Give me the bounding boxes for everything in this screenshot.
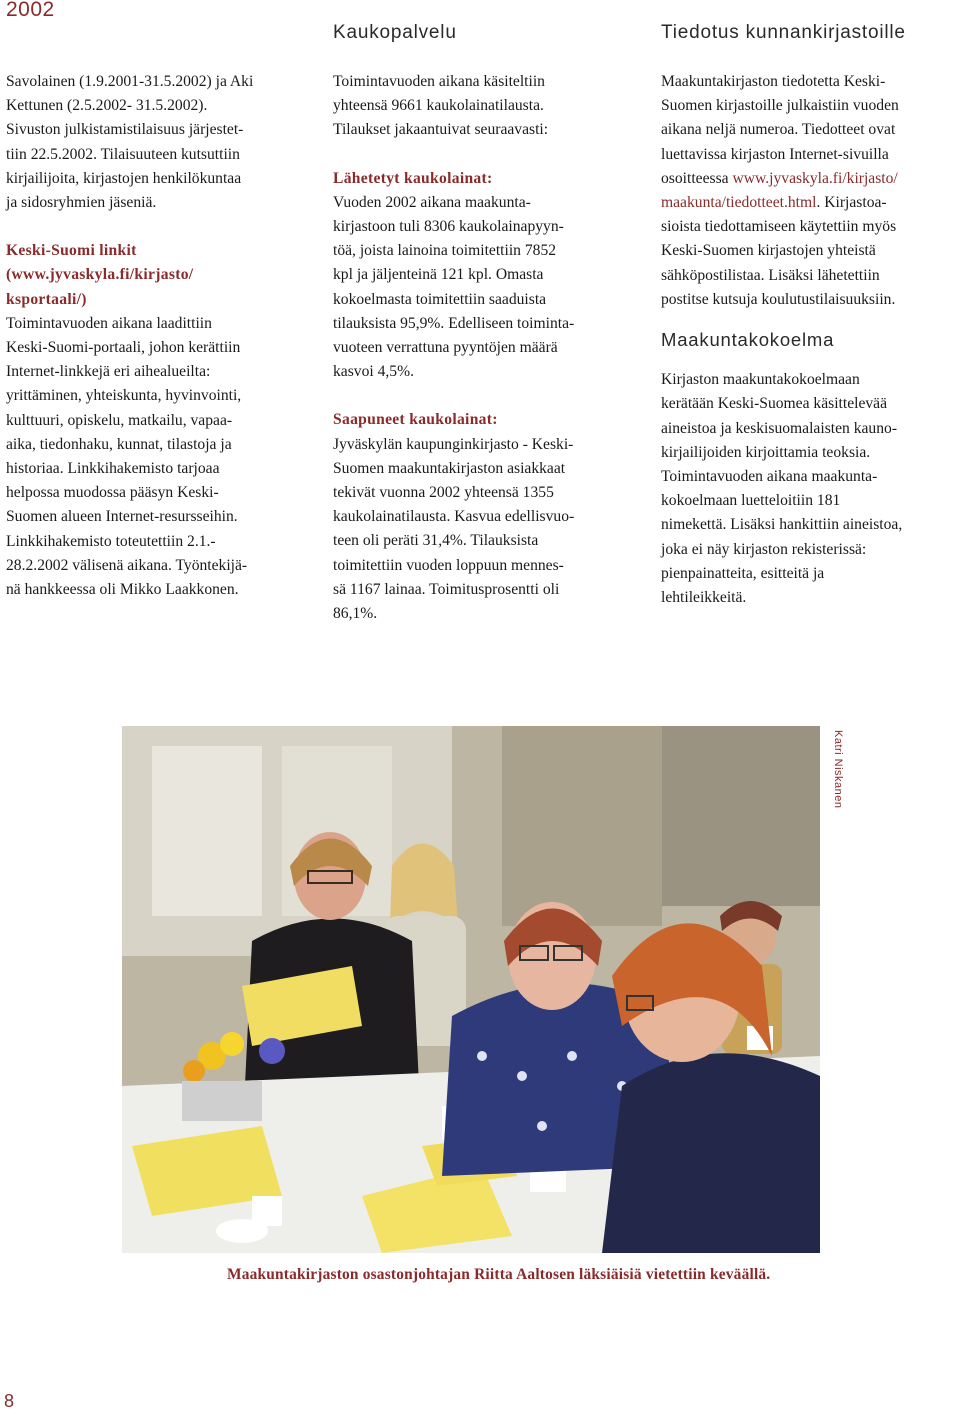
text-line: sioista tiedottamiseen käytettiin myös	[661, 218, 897, 236]
text-line: kerätään Keski-Suomea käsittelevää	[661, 395, 888, 413]
text-line: Suomen kirjastoille julkaistiin vuoden	[661, 97, 899, 115]
text-line: tilauksista 95,9%. Edelliseen toiminta-	[333, 314, 575, 332]
tiedotteet-link[interactable]: maakunta/tiedotteet.html	[661, 194, 817, 212]
text-line: helpossa muodossa pääsyn Keski-	[6, 484, 219, 502]
text-line: Vuoden 2002 aikana maakunta-	[333, 193, 531, 211]
text-line: lehtileikkeitä.	[661, 589, 747, 607]
text-line: sähköpostilistaa. Lisäksi lähetettiin	[661, 266, 880, 284]
text-line: aika, tiedonhaku, kunnat, tilastoja ja	[6, 435, 232, 453]
page-number: 8	[4, 1391, 15, 1411]
event-photo	[122, 726, 820, 1253]
text-line: kpl ja jäljenteinä 121 kpl. Omasta	[333, 266, 544, 284]
text-line: teen oli peräti 31,4%. Tilauksista	[333, 532, 539, 550]
text-line: Toimintavuoden aikana maakunta-	[661, 468, 878, 486]
page-year: 2002	[6, 0, 55, 21]
text-line: Internet-linkkejä eri aihealueilta:	[6, 363, 211, 381]
subheading-url: ksportaali/)	[6, 290, 87, 308]
photo-caption: Maakuntakirjaston osastonjohtajan Riitta Aaltosen läksiäisiä vietettiin keväällä.	[227, 1266, 771, 1283]
text-line: Toimintavuoden aikana laadittiin	[6, 314, 212, 332]
section-title-tiedotus: Tiedotus kunnankirjastoille	[661, 22, 906, 43]
text-line: kulttuuri, opiskelu, matkailu, vapaa-	[6, 411, 233, 429]
text-line: Kirjaston maakuntakokoelmaan	[661, 371, 860, 389]
subheading-saapuneet: Saapuneet kaukolainat:	[333, 411, 498, 429]
text-line: kirjailijoita, kirjastojen henkilökuntaa	[6, 169, 242, 187]
photo-illustration	[122, 726, 820, 1253]
section-title-maakuntakokoelma: Maakuntakokoelma	[661, 329, 835, 351]
text-line: Maakuntakirjaston tiedotetta Keski-	[661, 73, 886, 90]
tiedotteet-link[interactable]: www.jyvaskyla.fi/kirjasto/	[732, 169, 898, 187]
text-line	[661, 167, 902, 191]
text-line: Tilaukset jakaantuivat seuraavasti:	[333, 121, 549, 139]
text-line: töä, joista lainoina toimitettiin 7852	[333, 242, 557, 260]
text-line: Kettunen (2.5.2002- 31.5.2002).	[6, 97, 208, 115]
text-line: Suomen maakuntakirjaston asiakkaat	[333, 459, 566, 477]
text-line: nimekettä. Lisäksi hankittiin aineistoa,	[661, 516, 903, 534]
text-line: kaukolainatilausta. Kasvua edellisvuo-	[333, 508, 575, 526]
text-line: historiaa. Linkkihakemisto tarjoaa	[6, 460, 220, 478]
text-line: Toimintavuoden aikana käsiteltiin	[333, 73, 545, 90]
subheading-keski-suomi-linkit: Keski-Suomi linkit	[6, 242, 137, 260]
column-1	[6, 70, 253, 602]
text-line: 28.2.2002 välisenä aikana. Työntekijä-	[6, 556, 248, 574]
text-line: Savolainen (1.9.2001-31.5.2002) ja Aki	[6, 73, 254, 90]
text-line: 86,1%.	[333, 605, 378, 623]
text-line	[661, 191, 902, 215]
text-line: tekivät vuonna 2002 yhteensä 1355	[333, 484, 554, 502]
text-line: aikana neljä numeroa. Tiedotteet ovat	[661, 121, 896, 139]
text-line: kokoelmasta toimitettiin saaduista	[333, 290, 547, 308]
text-line: kirjastoon tuli 8306 kaukolainapyyn-	[333, 218, 564, 236]
text-line: pienpainatteita, esitteitä ja	[661, 564, 825, 582]
section-title-kaukopalvelu: Kaukopalvelu	[333, 22, 457, 43]
text-line: Sivuston julkistamistilaisuus järjestet-	[6, 121, 244, 139]
text-line: sä 1167 lainaa. Toimitusprosentti oli	[333, 580, 560, 598]
column-3	[661, 70, 902, 610]
text-line: vuoteen verrattuna pyyntöjen määrä	[333, 339, 558, 357]
text-line: yhteensä 9661 kaukolainatilausta.	[333, 97, 544, 115]
text-fragment: osoitteessa	[661, 169, 733, 187]
text-line: Keski-Suomi-portaali, johon kerättiin	[6, 339, 241, 357]
subheading-lahetetyt: Lähetetyt kaukolainat:	[333, 169, 493, 187]
text-line: luettavissa kirjaston Internet-sivuilla	[661, 145, 889, 163]
text-line: yrittäminen, yhteiskunta, hyvinvointi,	[6, 387, 242, 405]
text-line: nä hankkeessa oli Mikko Laakkonen.	[6, 581, 239, 599]
text-fragment: . Kirjastoa-	[816, 194, 887, 212]
column-2	[333, 70, 574, 626]
text-line: kirjailijoiden kirjoittamia teoksia.	[661, 443, 871, 461]
text-line: Linkkihakemisto toteutettiin 2.1.-	[6, 532, 216, 550]
text-line: ja sidosryhmien jäseniä.	[6, 194, 157, 212]
text-line: Suomen alueen Internet-resursseihin.	[6, 508, 238, 526]
text-line: joka ei näy kirjaston rekisterissä:	[661, 540, 867, 558]
subheading-url: (www.jyvaskyla.fi/kirjasto/	[6, 266, 194, 284]
text-line: kokoelmaan luetteloitiin 181	[661, 492, 841, 510]
text-line: kasvoi 4,5%.	[333, 363, 414, 381]
photo-credit: Katri Niskanen	[832, 730, 844, 809]
text-line: toimitettiin vuoden loppuun mennes-	[333, 556, 564, 574]
text-line: aineistoa ja keskisuomalaisten kauno-	[661, 419, 898, 437]
text-line: Keski-Suomen kirjastojen yhteistä	[661, 242, 876, 260]
text-line: tiin 22.5.2002. Tilaisuuteen kutsuttiin	[6, 145, 240, 163]
text-line: postitse kutsuja koulutustilaisuuksiin.	[661, 290, 896, 308]
text-line: Jyväskylän kaupunginkirjasto - Keski-	[333, 435, 574, 453]
